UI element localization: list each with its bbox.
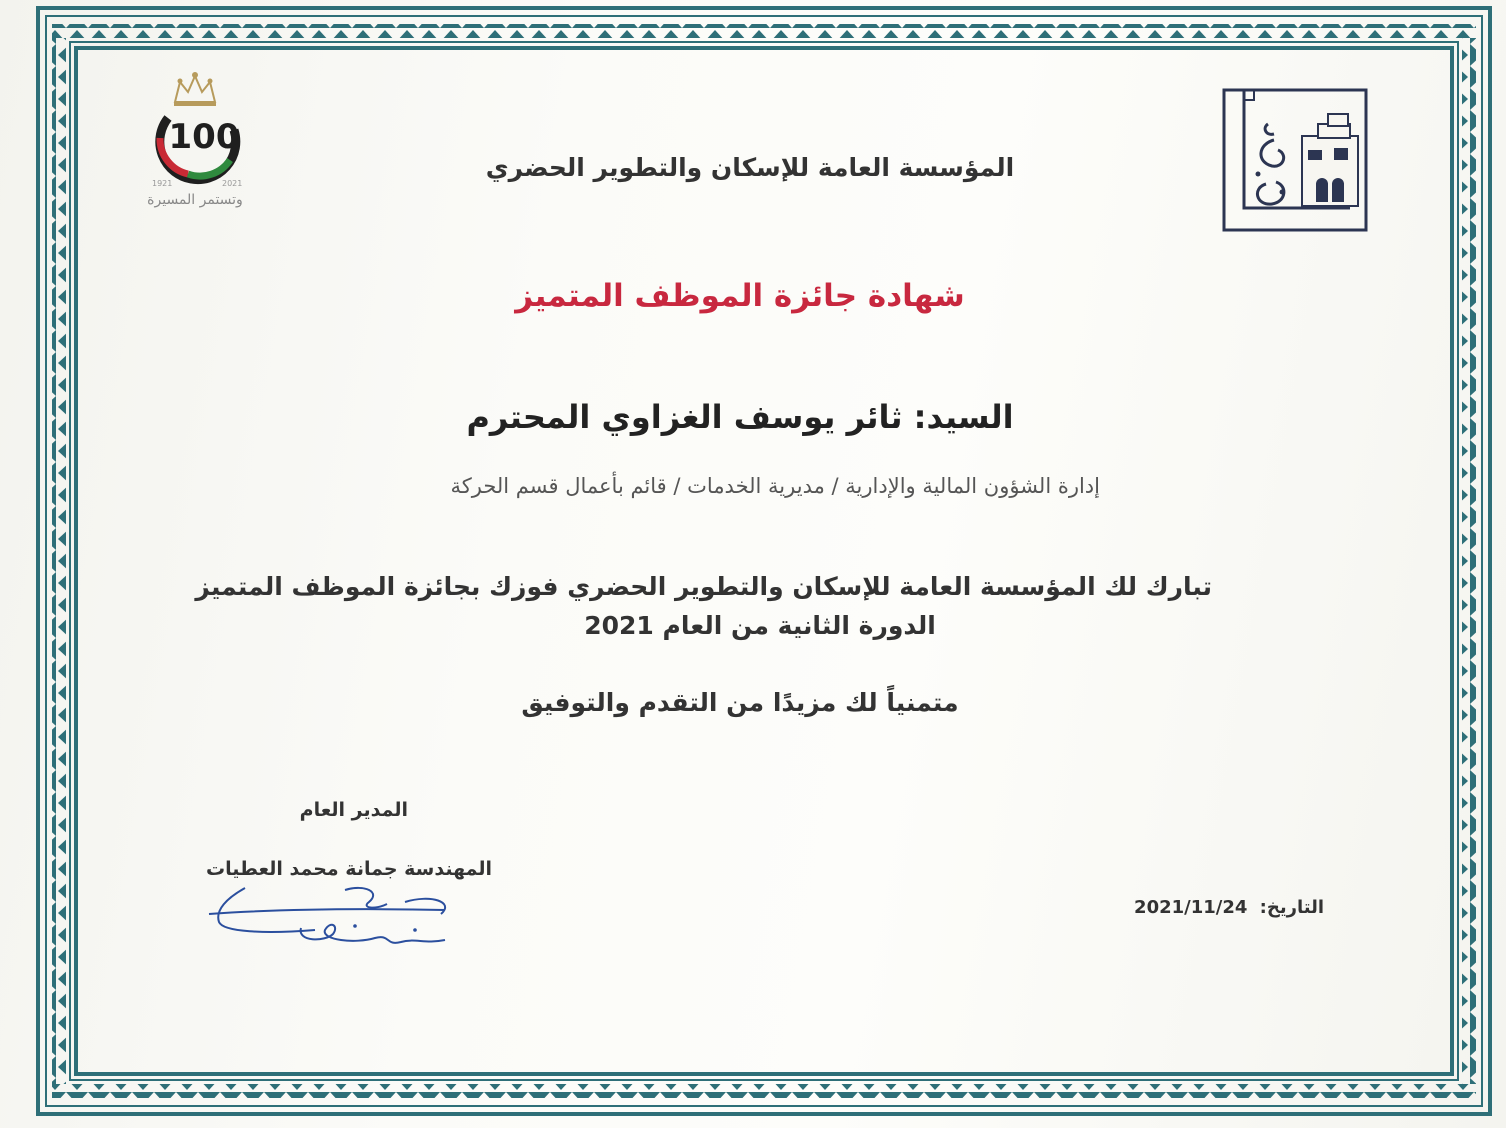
recipient-department: إدارة الشؤون المالية والإدارية / مديرية الخدمات / قائم بأعمال قسم الحركة bbox=[450, 474, 1100, 498]
svg-text:2021: 2021 bbox=[222, 179, 243, 188]
closing-wish: متمنياً لك مزيدًا من التقدم والتوفيق bbox=[521, 688, 959, 717]
signatory-name: المهندسة جمانة محمد العطيات bbox=[206, 858, 492, 880]
recipient-name: السيد: ثائر يوسف الغزاوي المحترم bbox=[466, 398, 1014, 436]
date-value: 2021/11/24 bbox=[1134, 897, 1248, 918]
organization-name: المؤسسة العامة للإسكان والتطوير الحضري bbox=[485, 153, 1015, 182]
svg-text:1921: 1921 bbox=[152, 179, 173, 188]
award-message-line2: الدورة الثانية من العام 2021 bbox=[584, 611, 936, 640]
award-message-line1: تبارك لك المؤسسة العامة للإسكان والتطوير الحضري فوزك بجائزة الموظف المتميز bbox=[195, 572, 1212, 601]
date-label: التاريخ: bbox=[1259, 897, 1324, 918]
centennial-motto: وتستمر المسيرة bbox=[147, 192, 243, 208]
svg-text:100: 100 bbox=[168, 117, 240, 157]
signatory-title: المدير العام bbox=[299, 799, 408, 821]
signature-icon bbox=[205, 880, 465, 960]
certificate-title: شهادة جائزة الموظف المتميز bbox=[515, 278, 965, 314]
issue-date bbox=[1100, 897, 1324, 918]
